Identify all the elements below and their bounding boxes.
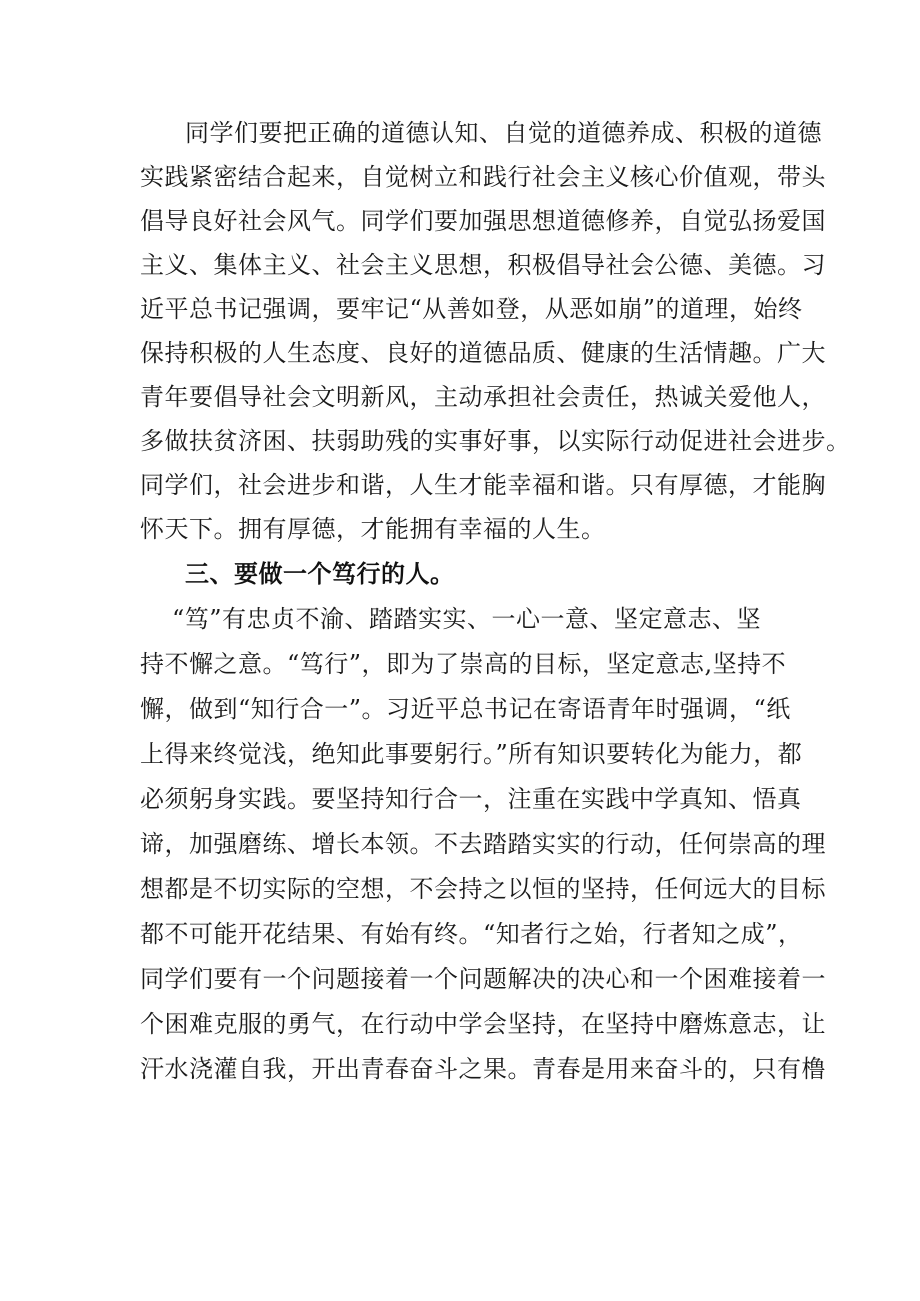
paragraph2-line-10: 个困难克服的勇气，在行动中学会坚持，在坚持中磨炼意志，让	[140, 1010, 826, 1038]
paragraph1-line-6: 保持积极的人生态度、良好的道德品质、健康的生活情趣。广大	[140, 339, 826, 367]
paragraph1-line-8: 多做扶贫济困、扶弱助残的实事好事，以实际行动促进社会进步。	[140, 427, 851, 455]
paragraph1-line-10: 怀天下。拥有厚德，才能拥有幸福的人生。	[140, 515, 606, 543]
paragraph2-line-8: 都不可能开花结果、有始有终。“知者行之始，行者知之成”，	[140, 920, 803, 948]
paragraph2-line-3: 懈，做到“知行合一”。习近平总书记在寄语青年时强调，“纸	[140, 695, 791, 723]
paragraph1-line-4: 主义、集体主义、社会主义思想，积极倡导社会公德、美德。习	[140, 251, 826, 279]
paragraph2-line-4: 上得来终觉浅，绝知此事要躬行。”所有知识要转化为能力，都	[140, 740, 803, 768]
paragraph2-line-1: “笃”有忠贞不渝、踏踏实实、一心一意、坚定意志、坚	[172, 605, 762, 633]
section-heading: 三、要做一个笃行的人。	[185, 560, 455, 588]
paragraph1-line-9: 同学们，社会进步和谐，人生才能幸福和谐。只有厚德，才能胸	[140, 471, 826, 499]
paragraph2-line-9: 同学们要有一个问题接着一个问题解决的决心和一个困难接着一	[140, 965, 826, 993]
paragraph2-line-7: 想都是不切实际的空想，不会持之以恒的坚持，任何远大的目标	[140, 875, 826, 903]
paragraph1-line-2: 实践紧密结合起来，自觉树立和践行社会主义核心价值观，带头	[140, 163, 826, 191]
paragraph2-line-11: 汗水浇灌自我，开出青春奋斗之果。青春是用来奋斗的，只有橹	[140, 1055, 826, 1083]
paragraph1-line-5: 近平总书记强调，要牢记“从善如登，从恶如崩”的道理，始终	[140, 295, 803, 323]
paragraph1-line-1: 同学们要把正确的道德认知、自觉的道德养成、积极的道德	[185, 119, 822, 147]
paragraph2-line-5: 必须躬身实践。要坚持知行合一，注重在实践中学真知、悟真	[140, 785, 802, 813]
paragraph1-line-7: 青年要倡导社会文明新风，主动承担社会责任，热诚关爱他人，	[140, 383, 826, 411]
paragraph2-line-6: 谛，加强磨练、增长本领。不去踏踏实实的行动，任何崇高的理	[140, 830, 826, 858]
paragraph2-line-2: 持不懈之意。“笃行”，即为了崇高的目标，坚定意志,坚持不	[140, 650, 787, 678]
paragraph1-line-3: 倡导良好社会风气。同学们要加强思想道德修养，自觉弘扬爱国	[140, 207, 826, 235]
